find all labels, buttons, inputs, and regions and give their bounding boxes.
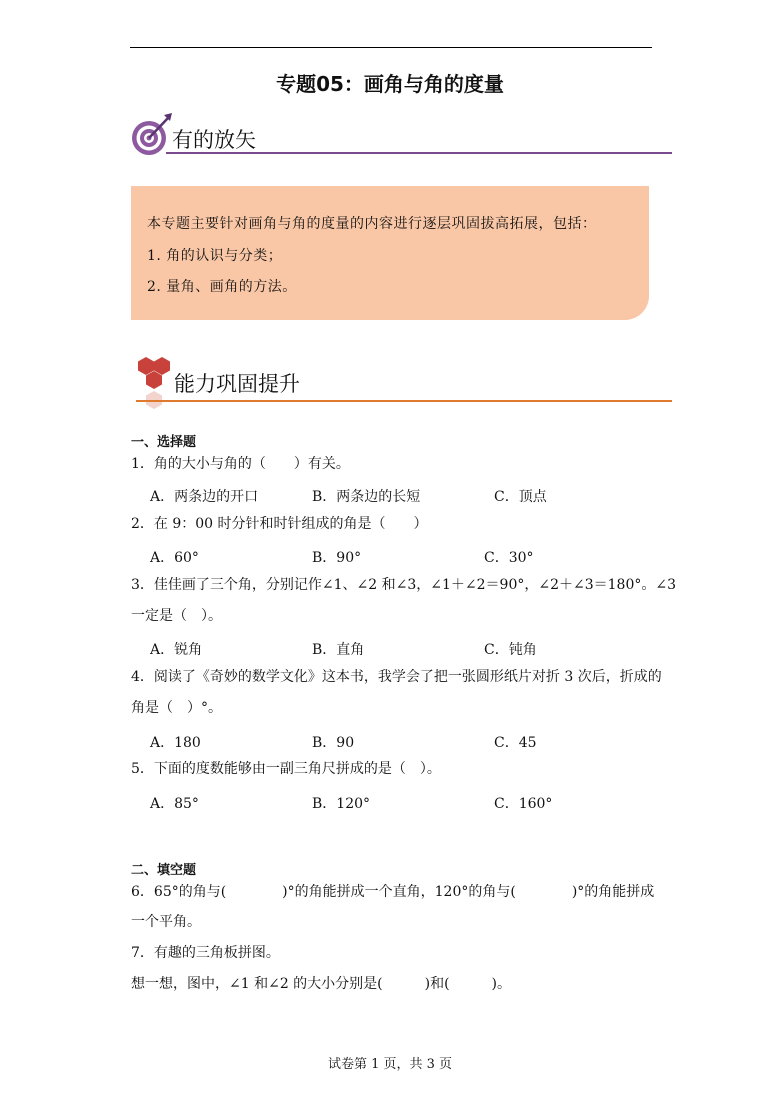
summary-intro: 本专题主要针对画角与角的度量的内容进行逐层巩固拔高拓展，包括：	[147, 216, 597, 232]
part2-heading: 二、填空题	[131, 863, 197, 878]
section-goal-header	[130, 110, 675, 160]
section-practice-label: 能力巩固提升	[174, 372, 300, 396]
question-3-option-a: A．锐角	[150, 642, 203, 658]
question-7-text-line-1: 7．有趣的三角板拼图。	[131, 945, 280, 961]
question-2-text: 2．在 9：00 时分针和时针组成的角是（ ）	[131, 516, 428, 532]
question-6-text-line-2: 一个平角。	[131, 914, 201, 930]
question-3-text-line-1: 3．佳佳画了三个角，分别记作∠1、∠2 和∠3，∠1＋∠2＝90°，∠2＋∠3＝180°。∠3	[131, 577, 676, 593]
question-2-option-b: B．90°	[312, 550, 362, 566]
question-7-text-line-2: 想一想，图中，∠1 和∠2 的大小分别是( )和( )。	[131, 976, 512, 992]
section-practice-rule	[136, 400, 672, 402]
question-2-option-c: C．30°	[484, 550, 534, 566]
question-6-text-line-1: 6．65°的角与( )°的角能拼成一个直角，120°的角与( )°的角能拼成	[131, 884, 655, 900]
page-footer: 试卷第 1 页，共 3 页	[327, 1057, 453, 1072]
question-3-option-c: C．钝角	[484, 642, 537, 658]
part1-heading: 一、选择题	[131, 435, 197, 450]
question-4-text-line-2: 角是（ ）°。	[131, 700, 222, 716]
section-goal-label: 有的放矢	[172, 128, 256, 152]
question-4-text-line-1: 4．阅读了《奇妙的数学文化》这本书，我学会了把一张圆形纸片对折 3 次后，折成的	[131, 669, 662, 685]
question-1-text: 1．角的大小与角的（ ）有关。	[131, 456, 350, 472]
question-2-option-a: A．60°	[150, 550, 199, 566]
question-1-option-a: A．两条边的开口	[150, 489, 259, 505]
question-5-option-a: A．85°	[150, 796, 199, 812]
section-practice-header	[130, 355, 675, 411]
header-rule	[130, 47, 652, 48]
section-goal-rule	[166, 152, 672, 154]
summary-item-2: 2. 量角、画角的方法。	[147, 279, 297, 295]
question-4-option-a: A．180	[150, 735, 201, 751]
summary-item-1: 1. 角的认识与分类；	[147, 248, 283, 264]
question-5-option-b: B．120°	[312, 796, 371, 812]
question-1-option-b: B．两条边的长短	[312, 489, 421, 505]
question-3-text-line-2: 一定是（ ）。	[131, 608, 222, 624]
question-4-option-c: C．45	[494, 735, 537, 751]
document-title: 专题05：画角与角的度量	[276, 72, 504, 96]
question-5-text: 5．下面的度数能够由一副三角尺拼成的是（ ）。	[131, 761, 441, 777]
question-1-option-c: C．顶点	[494, 489, 547, 505]
question-4-option-b: B．90	[312, 735, 355, 751]
question-3-option-b: B．直角	[312, 642, 365, 658]
question-5-option-c: C．160°	[494, 796, 553, 812]
summary-box	[131, 186, 649, 320]
